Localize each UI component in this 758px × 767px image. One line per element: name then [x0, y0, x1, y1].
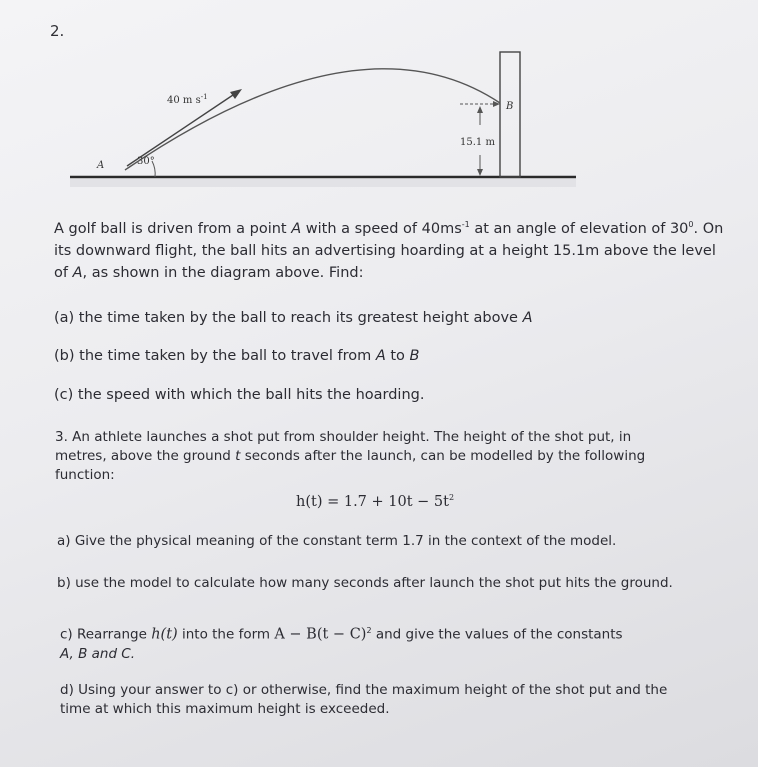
question-3-part-c: c) Rearrange h(t) into the form $A - B(t - C)^2$ and give the values of the constants A, B and C. [60, 626, 623, 662]
question-2-part-b: (b) the time taken by the ball to travel from A to B [54, 348, 420, 364]
angle-label: 30° [137, 156, 155, 167]
height-marker-bottom-head [477, 169, 483, 176]
question-2-part-c: (c) the speed with which the ball hits the hoarding. [54, 387, 425, 403]
height-marker-top-head [477, 106, 483, 113]
question-2-intro: A golf ball is driven from a point A with a speed of $40ms^{-1}$ at an angle of elevation of $30^0$. On its downward flight, the ball hits an advertising hoarding at a height 15.1m above the level of A, as shown in the diagram above. Find: [54, 220, 724, 281]
point-a-label: A [97, 160, 105, 171]
height-label: 15.1 m [460, 137, 495, 148]
point-b-label: B [506, 101, 514, 112]
question-3-part-d: d) Using your answer to c) or otherwise, find the maximum height of the shot put and the time at which this maximum height is exceeded. [60, 682, 668, 717]
question-3-part-a: a) Give the physical meaning of the constant term 1.7 in the context of the model. [57, 533, 617, 549]
speed-label: 40 m $s^{-1}$ [167, 93, 208, 106]
arrow-head [230, 89, 242, 99]
question-2-number: 2. [50, 22, 65, 40]
question-2-part-a: (a) the time taken by the ball to reach its greatest height above A [54, 310, 533, 326]
hoarding [500, 52, 520, 177]
height-function-equation: $h(t) = 1.7 + 10t - 5t^2$ [296, 493, 455, 510]
ground-shading [70, 179, 576, 187]
question-3-part-b: b) use the model to calculate how many seconds after launch the shot put hits the ground. [57, 575, 673, 591]
trajectory-curve [125, 69, 500, 170]
question-3-intro: 3. An athlete launches a shot put from shoulder height. The height of the shot put, in metres, above the ground t seconds after the launch, can be modelled by the following function: [55, 429, 646, 483]
projectile-diagram [60, 40, 590, 190]
